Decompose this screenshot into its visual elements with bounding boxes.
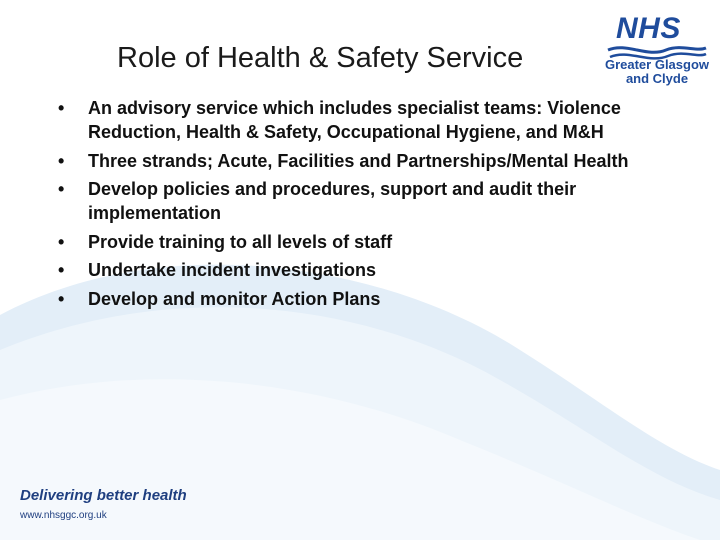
bullet-dot: • bbox=[58, 179, 65, 199]
bullet-text: Provide training to all levels of staff bbox=[88, 231, 393, 252]
slide-title: Role of Health & Safety Service bbox=[117, 42, 524, 74]
bullet-text: Three strands; Acute, Facilities and Partnerships/Mental Health bbox=[88, 150, 629, 171]
bullet-item bbox=[56, 177, 676, 225]
bullet-text: An advisory service which includes specialist teams: Violence Reduction, Health & Safety, Occupational Hygiene, and M&H bbox=[88, 98, 621, 142]
bullet-list bbox=[56, 96, 676, 315]
footer-tagline: Delivering better health bbox=[20, 487, 187, 504]
nhs-logo bbox=[602, 12, 712, 88]
bullet-text: Undertake incident investigations bbox=[88, 260, 377, 280]
bullet-item bbox=[56, 96, 676, 144]
bullet-dot: • bbox=[58, 260, 65, 280]
bullet-text: Develop policies and procedures, support and audit their implementation bbox=[88, 179, 577, 223]
bullet-dot: • bbox=[58, 98, 65, 118]
bullet-item bbox=[56, 230, 676, 254]
bullet-dot: • bbox=[58, 231, 65, 252]
bullet-text: Develop and monitor Action Plans bbox=[88, 288, 381, 309]
bullet-dot: • bbox=[58, 288, 65, 309]
nhs-logo-mark: NHS bbox=[616, 12, 681, 45]
bullet-item bbox=[56, 258, 676, 282]
bullet-dot: • bbox=[58, 150, 65, 171]
bullet-item bbox=[56, 149, 676, 173]
bullet-item bbox=[56, 287, 676, 311]
footer-url: www.nhsggc.org.uk bbox=[20, 510, 107, 521]
logo-line-2: and Clyde bbox=[625, 71, 689, 86]
logo-line-1: Greater Glasgow bbox=[604, 57, 710, 72]
